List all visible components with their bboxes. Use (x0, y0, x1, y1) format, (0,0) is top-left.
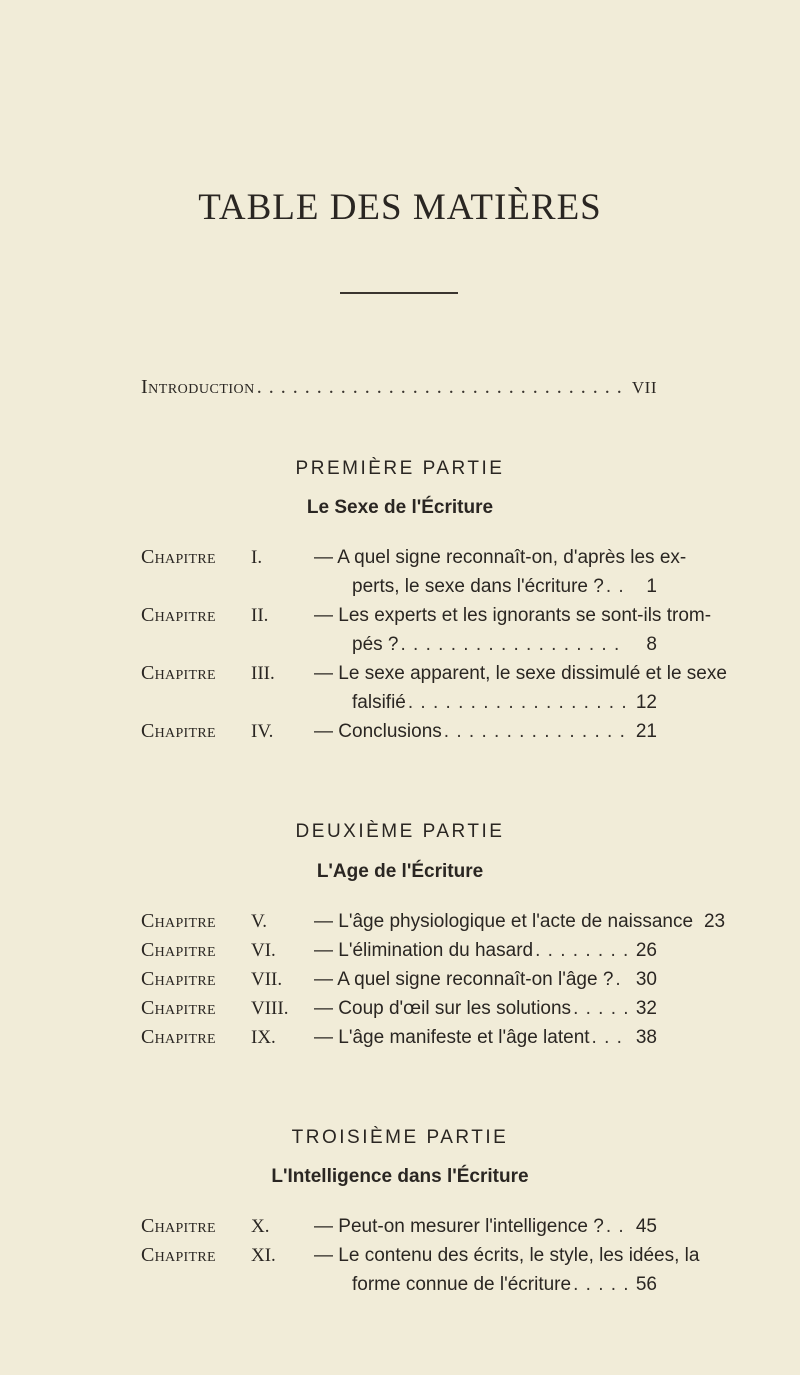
chapter-title-line: — L'élimination du hasard (314, 940, 534, 961)
dot-leader (615, 965, 627, 994)
chapter-title-line: perts, le sexe dans l'écriture ? (352, 576, 604, 597)
dot-leader (592, 1023, 627, 1052)
chapter-title-line: — Le contenu des écrits, le style, les idées, la (314, 1245, 700, 1266)
chapter-label: Chapitre (141, 546, 216, 568)
chapter-title-line: — Conclusions (314, 721, 442, 742)
page-title: TABLE DES MATIÈRES (198, 187, 602, 228)
chapter-page: 21 (635, 721, 657, 742)
chapter-title-line: forme connue de l'écriture (352, 1274, 572, 1295)
introduction-page: VII (631, 378, 657, 397)
chapter-title-line: — Les experts et les ignorants se sont-ils trom- (314, 605, 712, 626)
chapter-label: Chapitre (141, 720, 216, 742)
chapter-label: Chapitre (141, 1244, 216, 1266)
chapter-label: Chapitre (141, 1026, 216, 1048)
chapter-label: Chapitre (141, 968, 216, 990)
chapter-title-line: — L'âge physiologique et l'acte de naissance (314, 911, 694, 932)
chapter-title-line: pés ? (352, 634, 399, 655)
dot-leader (606, 572, 627, 601)
chapter-number: VIII. (251, 998, 289, 1019)
introduction-label: Introduction (141, 376, 255, 398)
chapter-title-line: — Le sexe apparent, le sexe dissimulé et le sexe (314, 663, 727, 684)
dot-leader (606, 1212, 627, 1241)
chapter-page: 56 (635, 1274, 657, 1295)
chapter-number: V. (251, 911, 268, 932)
chapter-number: X. (251, 1216, 270, 1237)
chapter-number: XI. (251, 1245, 276, 1266)
chapter-page: 38 (635, 1027, 657, 1048)
chapter-number: IX. (251, 1027, 276, 1048)
chapter-number: I. (251, 547, 263, 568)
chapter-page: 12 (635, 692, 657, 713)
chapter-number: II. (251, 605, 269, 626)
chapter-number: IV. (251, 721, 274, 742)
part-2-heading: DEUXIÈME PARTIE (295, 821, 505, 842)
chapter-title-line: — A quel signe reconnaît-on, d'après les ex- (314, 547, 687, 568)
part-1-subtitle: Le Sexe de l'Écriture (306, 497, 494, 518)
dot-leader (535, 936, 627, 965)
dot-leader (408, 688, 627, 717)
chapter-title-line: — Peut-on mesurer l'intelligence ? (314, 1216, 604, 1237)
part-2-subtitle: L'Age de l'Écriture (316, 861, 484, 882)
title-divider (340, 292, 458, 294)
chapter-number: VI. (251, 940, 276, 961)
chapter-page: 26 (635, 940, 657, 961)
dot-leader (444, 717, 627, 746)
introduction-entry[interactable] (141, 376, 657, 399)
chapter-page: 23 (703, 911, 726, 932)
part-1-heading: PREMIÈRE PARTIE (295, 458, 505, 479)
dot-leader (257, 376, 626, 399)
chapter-number: VII. (251, 969, 283, 990)
chapter-page: 45 (635, 1216, 657, 1237)
chapter-label: Chapitre (141, 662, 216, 684)
chapter-title-line: — L'âge manifeste et l'âge latent (314, 1027, 590, 1048)
chapter-page: 1 (646, 576, 657, 597)
chapter-label: Chapitre (141, 1215, 216, 1237)
chapter-number: III. (251, 663, 275, 684)
chapter-title-line: falsifié (352, 692, 406, 713)
dot-leader (573, 994, 627, 1023)
chapter-label: Chapitre (141, 939, 216, 961)
chapter-page: 30 (635, 969, 657, 990)
chapter-page: 8 (646, 634, 657, 655)
part-3-subtitle: L'Intelligence dans l'Écriture (271, 1166, 529, 1187)
chapter-title-line: — A quel signe reconnaît-on l'âge ? (314, 969, 614, 990)
chapter-label: Chapitre (141, 997, 216, 1019)
chapter-title-line: — Coup d'œil sur les solutions (314, 998, 572, 1019)
chapter-label: Chapitre (141, 910, 216, 932)
dot-leader (400, 630, 627, 659)
chapter-label: Chapitre (141, 604, 216, 626)
part-3-heading: TROISIÈME PARTIE (291, 1127, 509, 1148)
chapter-page: 32 (635, 998, 657, 1019)
dot-leader (573, 1270, 627, 1299)
